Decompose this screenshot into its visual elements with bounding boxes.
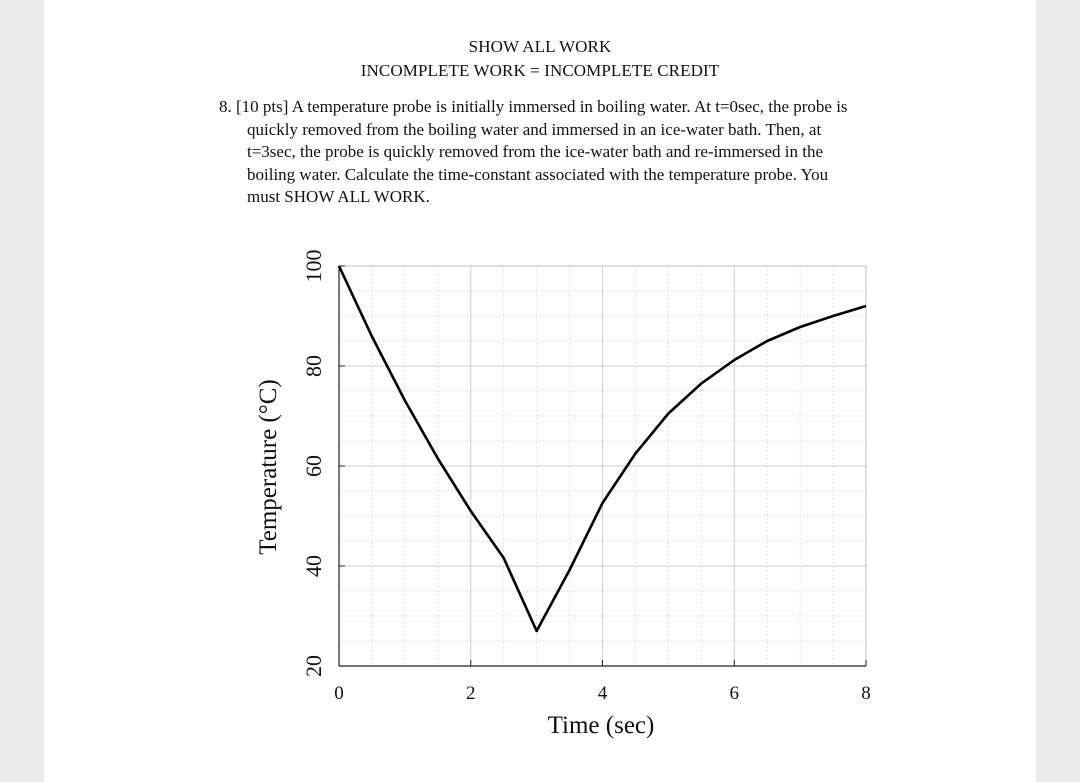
y-tick-label: 20 — [301, 655, 326, 677]
y-tick-label: 60 — [301, 455, 326, 477]
y-tick-label: 80 — [301, 355, 326, 377]
x-tick-label: 6 — [729, 683, 739, 704]
chart-ticks — [301, 250, 871, 705]
instruction-header-line1: SHOW ALL WORK — [468, 37, 612, 56]
instruction-header-line2: INCOMPLETE WORK = INCOMPLETE CREDIT — [360, 61, 720, 80]
chart-major-grid — [339, 266, 866, 666]
y-tick-label: 40 — [301, 555, 326, 577]
x-tick-label: 8 — [861, 683, 871, 704]
y-axis-label: Temperature (°C) — [255, 379, 282, 555]
y-tick-label: 100 — [301, 249, 326, 283]
problem-line-4: boiling water. Calculate the time-constant associated with the temperature probe. You — [247, 164, 829, 184]
x-axis-label: Time (sec) — [547, 712, 655, 739]
problem-text-1: [10 pts] A temperature probe is initially immersed in boiling water. At t=0sec, the probe is — [236, 97, 848, 116]
x-tick-label: 4 — [597, 683, 608, 704]
x-tick-label: 0 — [334, 683, 344, 704]
x-tick-label: 2 — [466, 683, 476, 704]
problem-line-5: must SHOW ALL WORK. — [247, 187, 430, 206]
problem-number: 8. — [219, 97, 232, 116]
problem-line-2: quickly removed from the boiling water and immersed in an ice-water bath. Then, at — [247, 119, 822, 139]
problem-line-3: t=3sec, the probe is quickly removed from the ice-water bath and re-immersed in the — [247, 142, 824, 161]
